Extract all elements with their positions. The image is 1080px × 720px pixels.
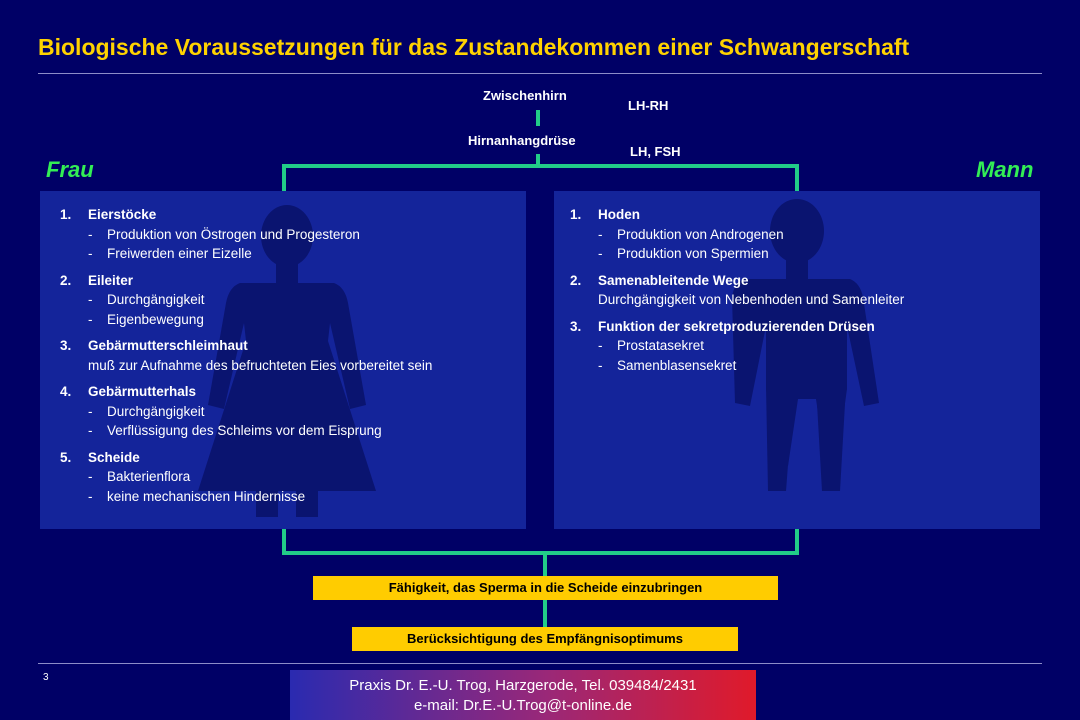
list-item: 5. Scheide - Bakterienflora - keine mechanischen Hindernisse (60, 449, 306, 504)
footer-contact (290, 670, 756, 720)
list-item: 1. Hoden - Produktion von Androgenen - Produktion von Spermien (570, 207, 784, 261)
faehigkeit-box: Fähigkeit, das Sperma in die Scheide einzubringen (313, 576, 778, 600)
footer-email[interactable]: e-mail: Dr.E.-U.Trog@t-online.de (413, 697, 633, 714)
list-item: 1. Eierstöcke - Produktion von Östrogen und Progesteron - Freiwerden einer Eizelle (60, 207, 360, 261)
frau-panel (40, 191, 526, 529)
list-item: 2. Eileiter - Durchgängigkeit - Eigenbewegung (60, 272, 205, 327)
connector-bottom-bracket (284, 529, 797, 553)
list-item: 3. Funktion der sekretproduzierenden Drüsen - Prostatasekret - Samenblasensekret (570, 318, 875, 373)
empfaengnis-box: Berücksichtigung des Empfängnisoptimums (352, 627, 738, 651)
frau-label: Frau (46, 157, 94, 182)
mann-panel (554, 191, 1040, 529)
slide-number: 3 (43, 672, 49, 683)
mann-label: Mann (976, 157, 1034, 182)
hirnanhangdruese-label: Hirnanhangdrüse (468, 133, 576, 148)
footer-practice: Praxis Dr. E.-U. Trog, Harzgerode, Tel. 039484/2431 (349, 677, 697, 694)
lh-rh-label: LH-RH (628, 98, 669, 113)
frau-list (60, 205, 526, 513)
list-item: 2. Samenableitende Wege Durchgängigkeit von Nebenhoden und Samenleiter (570, 272, 905, 307)
mann-list (570, 205, 1040, 382)
zwischenhirn-label: Zwischenhirn (483, 88, 567, 103)
list-item: 4. Gebärmutterhals - Durchgängigkeit - Verflüssigung des Schleims vor dem Eisprung (60, 384, 382, 438)
footer-divider (38, 663, 1042, 664)
connector-top-bracket (284, 166, 797, 191)
page-title: Biologische Voraussetzungen für das Zustandekommen einer Schwangerschaft (38, 34, 910, 60)
lh-fsh-label: LH, FSH (630, 144, 681, 159)
list-item: 3. Gebärmutterschleimhaut muß zur Aufnahme des befruchteten Eies vorbereitet sein (60, 338, 433, 373)
